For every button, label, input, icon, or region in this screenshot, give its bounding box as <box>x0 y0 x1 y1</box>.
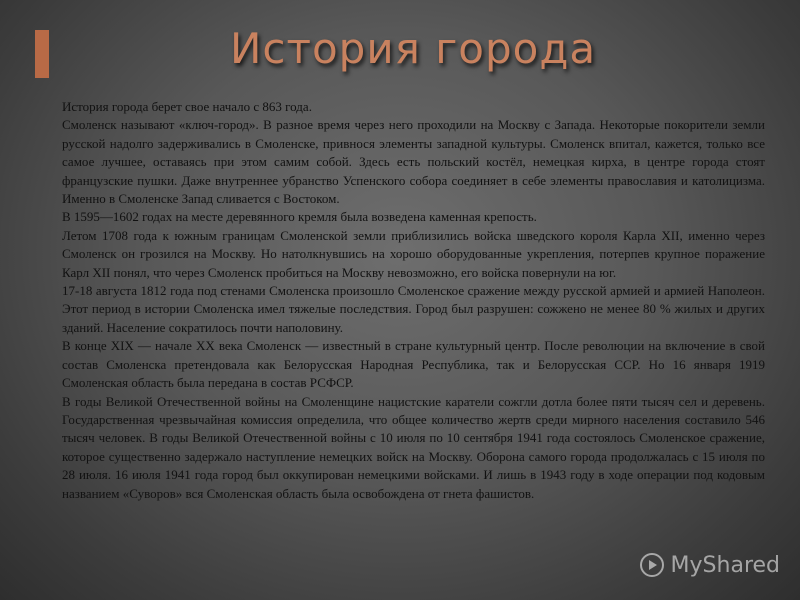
paragraph-fortress: В 1595—1602 годах на месте деревянного кремля была возведена каменная крепость. <box>62 209 537 225</box>
slide-title: История города <box>230 24 597 73</box>
watermark-text: MyShared <box>670 552 780 578</box>
title-accent-bar <box>35 30 49 78</box>
paragraph-ww2: В годы Великой Отечественной войны на Смоленщине нацистские каратели сожгли дотла более пяти тысяч сел и деревень. Государственная чрезвычайная комиссия определила, что общее количество жертв среди мирного населения составило 546 тысяч человек. В годы Великой Отечественной войны с 10 июля по 10 сентября 1941 года состоялось Смоленское сражение, которое существенно задержало наступление немецких войск на Москву. Оборона самого города продолжалась с 15 июля по 28 июля. 16 июля 1941 года город был оккупирован немецкими войсками. И лишь в 1943 году в ходе операции под кодовым названием «Суворов» вся Смоленская область была освобождена от гнета фашистов. <box>62 393 765 501</box>
paragraph-key-city: Смоленск называют «ключ-город». В разное время через него проходили на Москву с Запада. Некоторые покорители земли русской надолго задерживались в Смоленске, привнося элементы западной культуры. Смоленск впитал, кажется, только все самое лучшее, оставаясь при этом самим собой. Здесь есть польский костёл, немецкая кирха, в центре города стоят французские пушки. Даже внутреннее убранство Успенского собора соединяет в себе элементы православия и католицизма. Именно в Смоленске Запад сливается с Востоком. <box>62 117 765 207</box>
paragraph-1708: Летом 1708 года к южным границам Смоленской земли приблизились войска шведского короля Карла XII, именно через Смоленск он грозился на Москву. Но натолкнувшись на хорошо оборудованные укрепления, потерпев крупное поражение Карл XII понял, что через Смоленск пробиться на Москву невозможно, его войска повернули на юг. <box>62 227 765 280</box>
myshared-logo-icon <box>639 552 665 578</box>
paragraph-19th-20th-century: В конце XIX — начале XX века Смоленск — известный в стране культурный центр. После революции на включение в свой состав Смоленска претендовала как Белорусская Народная Республика, так и Белорусская ССР. Но 16 января 1919 Смоленская область была передана в состав РСФСР. <box>62 338 765 391</box>
watermark <box>639 552 780 578</box>
paragraph-founding: История города берет свое начало с 863 года. <box>62 99 312 114</box>
paragraph-1812: 17-18 августа 1812 года под стенами Смоленска произошло Смоленское сражение между русской армией и армией Наполеон. Этот период в истории Смоленска имел тяжелые последствия. Город был разрушен: сожжено не менее 80 % жилых и других зданий. Население сократилось почти наполовину. <box>62 283 765 335</box>
slide-body <box>62 98 765 503</box>
